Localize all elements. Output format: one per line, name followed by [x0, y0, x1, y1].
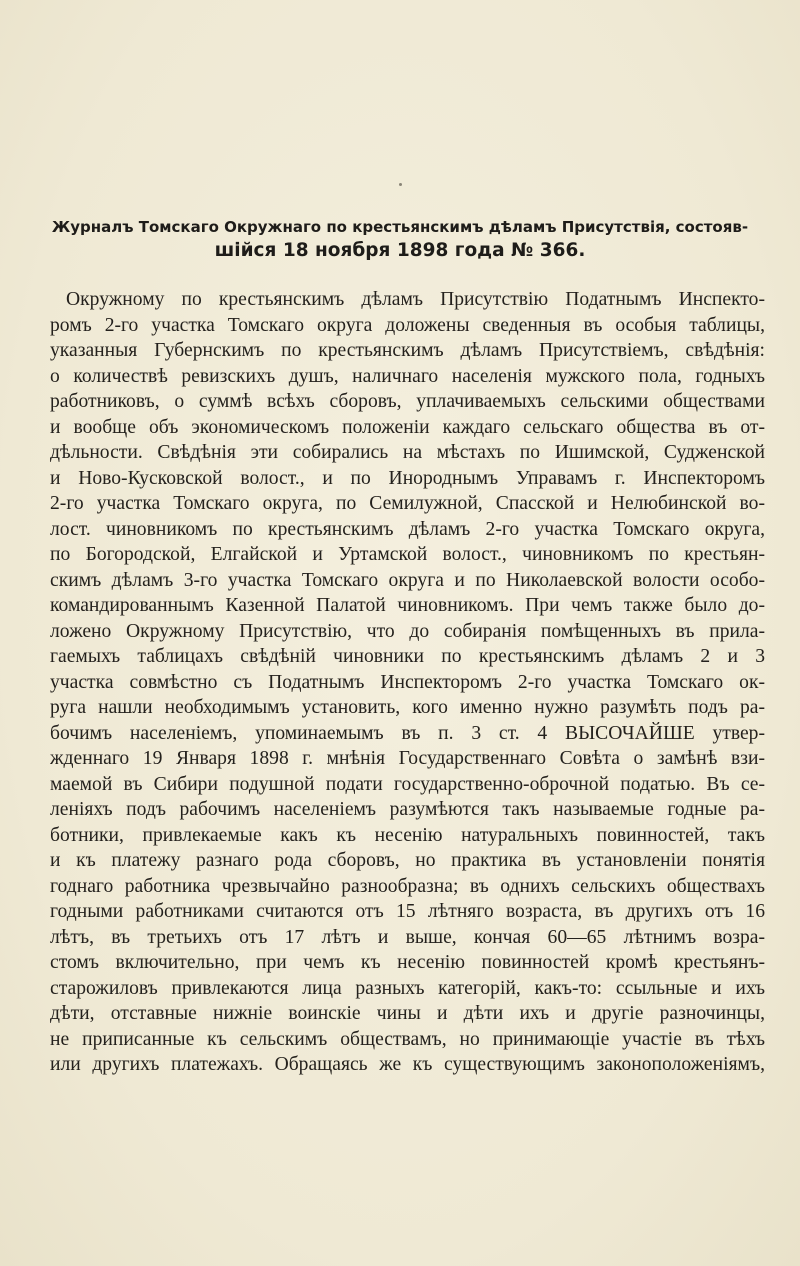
ink-speck — [399, 183, 402, 186]
text-line: или другихъ платежахъ. Обращаясь же къ существующимъ законоположеніямъ, — [50, 1054, 765, 1075]
text-line: и къ платежу разнаго рода сборовъ, но практика въ установленіи понятія — [50, 850, 765, 871]
text-line: по Богородской, Елгайской и Уртамской волост., чиновникомъ по крестьян- — [50, 544, 765, 565]
text-line: лост. чиновникомъ по крестьянскимъ дѣламъ 2-го участка Томскаго округа, — [50, 518, 765, 540]
text-line: скимъ дѣламъ 3-го участка Томскаго округа и по Николаевской волости особо- — [50, 569, 765, 591]
text-line: 2-го участка Томскаго округа, по Семилужной, Спасской и Нелюбинской во- — [50, 493, 765, 514]
text-line: стомъ включительно, при чемъ къ несенію повинностей кромѣ крестьянъ- — [50, 952, 765, 973]
text-line: лѣтъ, въ третьихъ отъ 17 лѣтъ и выше, кончая 60—65 лѣтнимъ возра- — [50, 926, 765, 948]
text-line: ботники, привлекаемые какъ къ несенію натуральныхъ повинностей, такъ — [50, 824, 765, 846]
text-line: ложено Окружному Присутствію, что до собиранія помѣщенныхъ въ прила- — [50, 620, 765, 642]
text-line: Окружному по крестьянскимъ дѣламъ Присутствію Податнымъ Инспекто- — [66, 289, 765, 310]
text-line: работниковъ, о суммѣ всѣхъ сборовъ, уплачиваемыхъ сельскими обществами — [50, 391, 765, 412]
text-line: и вообще объ экономическомъ положеніи каждаго сельскаго общества въ от- — [50, 416, 765, 438]
text-line: участка совмѣстно съ Податнымъ Инспекторомъ 2-го участка Томскаго ок- — [50, 671, 765, 693]
text-line: ромъ 2-го участка Томскаго округа доложены сведенныя въ особыя таблицы, — [50, 314, 765, 336]
text-line: дѣльности. Свѣдѣнія эти собирались на мѣстахъ по Ишимской, Судженской — [50, 442, 765, 463]
text-line: руга нашли необходимымъ установить, кого именно нужно разумѣть подъ ра- — [50, 697, 765, 718]
heading-line-1: Журналъ Томскаго Окружнаго по крестьянскимъ дѣламъ Присутствія, состояв- — [51, 218, 749, 236]
heading-line-2: шійся 18 ноября 1898 года № 366. — [214, 240, 586, 261]
text-line: о количествѣ ревизскихъ душъ, наличнаго населенія мужского пола, годныхъ — [50, 365, 765, 387]
text-line: годнаго работника чрезвычайно разнообразна; въ однихъ сельскихъ обществахъ — [50, 875, 765, 897]
text-line: дѣти, отставные нижніе воинскіе чины и дѣти ихъ и другіе разночинцы, — [50, 1003, 765, 1024]
text-line: гаемыхъ таблицахъ свѣдѣній чиновники по крестьянскимъ дѣламъ 2 и 3 — [50, 646, 765, 667]
body-text — [50, 287, 765, 1078]
text-line: и Ново-Кусковской волост., и по Инороднымъ Управамъ г. Инспекторомъ — [50, 467, 765, 489]
text-line: указанныя Губернскимъ по крестьянскимъ дѣламъ Присутствіемъ, свѣдѣнія: — [50, 340, 765, 361]
text-line: бочимъ населеніемъ, упоминаемымъ въ п. 3 ст. 4 ВЫСОЧАЙШЕ утвер- — [50, 722, 765, 744]
text-line: леніяхъ подъ рабочимъ населеніемъ разумѣются такъ называемые годные ра- — [50, 799, 765, 820]
text-line: маемой въ Сибири подушной подати государственно-оброчной податью. Въ се- — [50, 773, 765, 795]
text-line: жденнаго 19 Января 1898 г. мнѣнія Государственнаго Совѣта о замѣнѣ взи- — [50, 748, 765, 769]
document-heading — [50, 216, 750, 262]
text-line: старожиловъ привлекаются лица разныхъ категорій, какъ-то: ссыльные и ихъ — [50, 977, 765, 999]
text-line: командированнымъ Казенной Палатой чиновникомъ. При чемъ также было до- — [50, 595, 765, 616]
text-line: годными работниками считаются отъ 15 лѣтняго возраста, въ другихъ отъ 16 — [50, 901, 765, 922]
text-line: не приписанные къ сельскимъ обществамъ, но принимающіе участіе въ тѣхъ — [50, 1028, 765, 1050]
